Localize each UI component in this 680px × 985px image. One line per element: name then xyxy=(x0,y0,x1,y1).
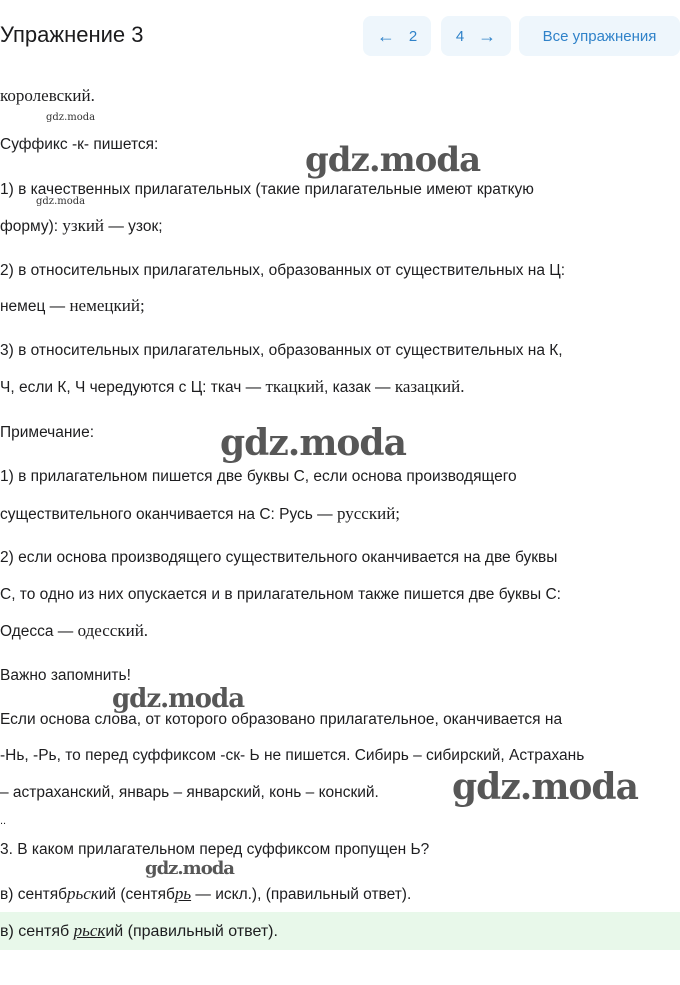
text-line: немец — немецкий; xyxy=(0,296,145,315)
page-title: Упражнение 3 xyxy=(0,22,144,47)
text-line: 3. В каком прилагательном перед суффиксом пропущен Ь? xyxy=(0,841,430,858)
text-line: 2) если основа производящего существительного оканчивается на две буквы xyxy=(0,549,558,566)
next-exercise-button[interactable] xyxy=(441,16,511,56)
prev-exercise-button[interactable] xyxy=(363,16,431,56)
text-line: Примечание: xyxy=(0,424,95,441)
correct-answer-banner xyxy=(0,912,680,950)
text-line: Ч, если К, Ч чередуются с Ц: ткач — ткацкий, казак — казацкий. xyxy=(0,377,465,396)
text-line: 1) в прилагательном пишется две буквы С, если основа производящего xyxy=(0,468,517,485)
watermark: gdz.moda xyxy=(112,684,245,714)
prev-exercise-label: 2 xyxy=(408,27,418,45)
correct-answer-text: в) сентяб рьский (правильный ответ). xyxy=(0,921,278,940)
text-line: Одесса — одесский. xyxy=(0,621,149,640)
text-line: Если основа слова, от которого образовано прилагательное, оканчивается на xyxy=(0,711,563,728)
text-line: 3) в относительных прилагательных, образованных от существительных на К, xyxy=(0,342,563,359)
arrow-left-icon: ← xyxy=(376,25,395,46)
watermark: gdz.moda xyxy=(36,196,86,207)
text-line: существительного оканчивается на С: Русь — русский; xyxy=(0,504,401,523)
text-line: – астраханский, январь – январский, конь – конский. xyxy=(0,784,379,801)
watermark: gdz.moda xyxy=(46,112,96,123)
text-line: форму): узкий — узок; xyxy=(0,216,163,235)
text-line: 2) в относительных прилагательных, образованных от существительных на Ц: xyxy=(0,262,566,279)
text-line: .. xyxy=(0,815,7,827)
text-line: в) сентябрьский (сентябрь — искл.), (правильный ответ). xyxy=(0,884,412,903)
text-line: 1) в качественных прилагательных (такие прилагательные имеют краткую xyxy=(0,181,534,198)
text-line: Суффикс -к- пишется: xyxy=(0,136,159,153)
header xyxy=(0,0,680,64)
text-line: С, то одно из них опускается и в прилагательном также пишется две буквы С: xyxy=(0,586,561,603)
all-exercises-button[interactable] xyxy=(519,16,680,56)
watermark: gdz.moda xyxy=(305,140,481,180)
text-line: королевский. xyxy=(0,86,95,105)
next-exercise-label: 4 xyxy=(455,27,465,45)
watermark: gdz.moda xyxy=(145,858,234,879)
watermark: gdz.moda xyxy=(452,766,638,808)
watermark: gdz.moda xyxy=(220,422,406,464)
text-line: -Нь, -Рь, то перед суффиксом -ск- Ь не пишется. Сибирь – сибирский, Астрахань xyxy=(0,747,585,764)
all-exercises-label: Все упражнения xyxy=(542,27,657,45)
text-line: Важно запомнить! xyxy=(0,667,131,684)
arrow-right-icon: → xyxy=(478,25,497,46)
